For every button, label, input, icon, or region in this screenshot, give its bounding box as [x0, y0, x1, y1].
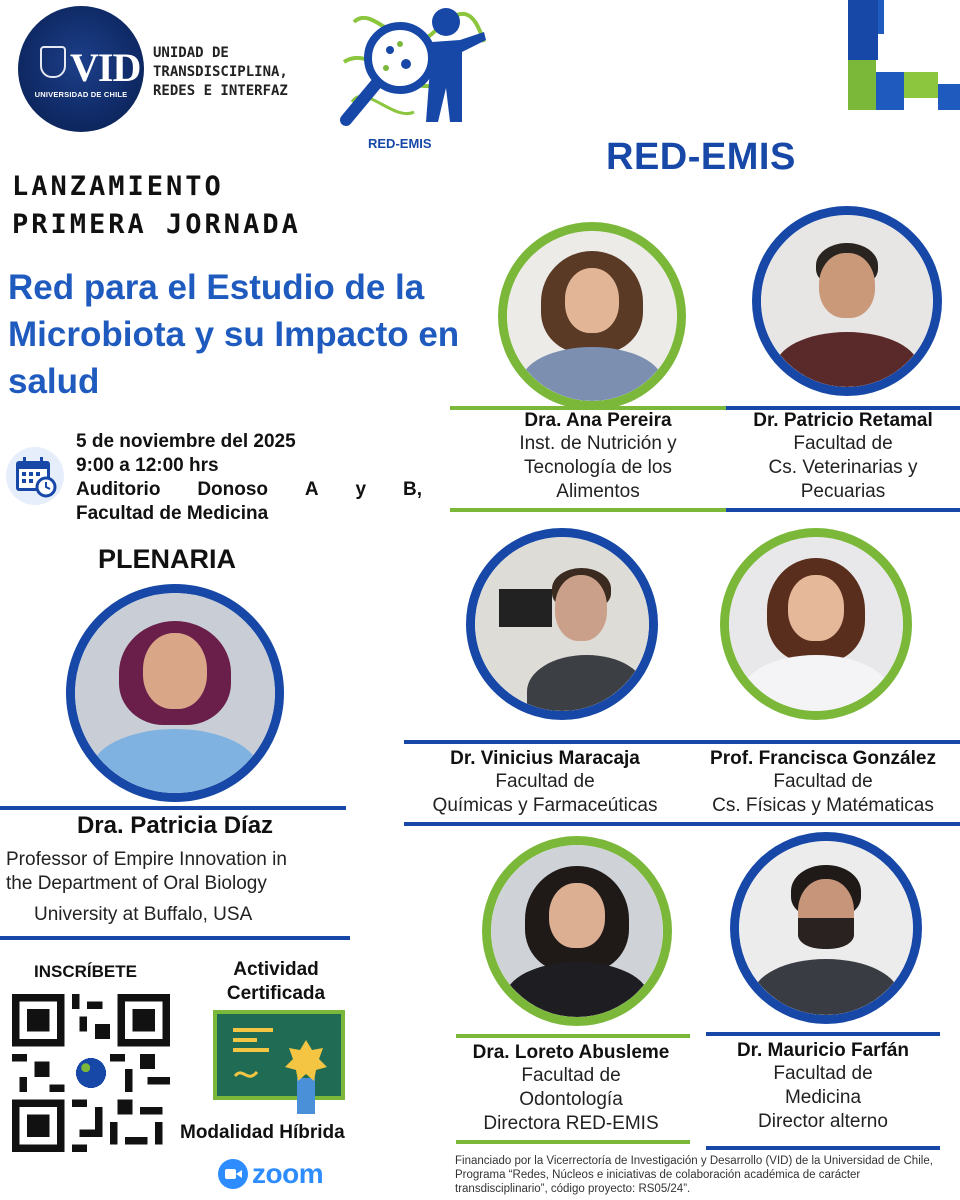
plenary-divider-top: [0, 806, 346, 810]
member-photo: [498, 222, 686, 410]
member-card: [726, 410, 960, 504]
vid-logo-subtext: UNIVERSIDAD DE CHILE: [34, 90, 128, 99]
member-affiliation: Odontología: [519, 1089, 623, 1110]
red-emis-logo: [334, 2, 490, 152]
network-heading: RED-EMIS: [606, 136, 796, 178]
member-affiliation: Pecuarias: [800, 481, 886, 502]
member-affiliation: Facultad de: [521, 1065, 621, 1086]
member-divider: [686, 822, 960, 826]
member-affiliation: Directora RED-EMIS: [483, 1113, 659, 1134]
event-time: 9:00 a 12:00 hrs: [76, 455, 219, 476]
plenary-speaker-photo: [66, 584, 284, 802]
member-divider: [456, 1034, 690, 1038]
member-divider: [726, 508, 960, 512]
plenary-speaker-university: University at Buffalo, USA: [34, 904, 253, 925]
venue-word: A: [304, 479, 319, 500]
member-affiliation: Facultad de: [495, 771, 595, 792]
member-card: [450, 410, 746, 504]
member-affiliation: Medicina: [784, 1087, 862, 1108]
member-affiliation: Cs. Físicas y Matématicas: [712, 795, 934, 816]
kicker-line2: PRIMERA JORNADA: [12, 209, 301, 240]
venue-word: Auditorio: [76, 479, 161, 500]
launch-kicker: [12, 168, 301, 244]
kicker-line1: LANZAMIENTO: [12, 171, 224, 202]
certificate-icon: [213, 1010, 345, 1118]
member-affiliation: Cs. Veterinarias y: [768, 457, 918, 478]
modality-label: Modalidad Híbrida: [180, 1122, 345, 1143]
member-affiliation: Facultad de: [773, 771, 873, 792]
cert-label-line2: Certificada: [226, 983, 326, 1004]
video-camera-icon: [218, 1159, 248, 1189]
member-card: [686, 748, 960, 818]
beard-shape: [798, 918, 854, 949]
plenary-desc-line1: Professor of Empire Innovation in: [6, 849, 287, 870]
member-name: Dra. Ana Pereira: [524, 410, 672, 431]
member-card: [692, 1040, 954, 1134]
registration-label: INSCRÍBETE: [34, 962, 137, 981]
member-affiliation: Inst. de Nutrición y: [519, 433, 677, 454]
member-divider: [404, 740, 686, 744]
venue-word: y: [355, 479, 367, 500]
cert-label-line1: Actividad: [233, 959, 319, 980]
event-details: [76, 430, 422, 526]
venue-word: Donoso: [197, 479, 269, 500]
member-divider: [404, 822, 686, 826]
university-seal-icon: [40, 46, 66, 78]
funding-note: Financiado por la Vicerrectoría de Investigación y Desarrollo (VID) de la Universidad de Chile, Programa “Redes, Núcleos e iniciativas de colaboración académica de carácter transdisciplinario”, código proyecto: RS05/24”.: [455, 1155, 933, 1195]
member-photo: [720, 528, 912, 720]
member-card: [440, 1042, 702, 1136]
unit-name: UNIDAD DE TRANSDISCIPLINA, REDES E INTERFAZ: [153, 45, 288, 99]
member-name: Prof. Francisca González: [710, 748, 936, 769]
plenary-heading: PLENARIA: [98, 544, 237, 574]
member-name: Dr. Patricio Retamal: [753, 410, 933, 431]
member-divider: [686, 740, 960, 744]
zoom-logo: [218, 1156, 323, 1192]
zoom-logo-text: zoom: [252, 1158, 324, 1189]
monitor-shape: [499, 589, 551, 627]
member-affiliation: Alimentos: [556, 481, 640, 502]
venue-word: B,: [402, 479, 422, 500]
member-affiliation: Director alterno: [758, 1111, 888, 1132]
member-divider: [706, 1032, 940, 1036]
member-card: [404, 748, 686, 818]
plenary-speaker-name: Dra. Patricia Díaz: [76, 812, 274, 839]
vid-logo-text: VID: [70, 45, 141, 90]
plenary-speaker-title: [6, 848, 356, 896]
certified-activity-label: [212, 958, 340, 1006]
microbe-magnifier-figure-icon: [334, 2, 490, 138]
member-photo: [466, 528, 658, 720]
member-affiliation: Facultad de: [793, 433, 893, 454]
qr-code-icon[interactable]: [12, 994, 170, 1152]
member-divider: [456, 1140, 690, 1144]
member-name: Dr. Mauricio Farfán: [736, 1040, 910, 1061]
corner-decoration: [845, 0, 960, 112]
vid-logo: [18, 6, 144, 132]
event-venue: [76, 478, 422, 502]
member-affiliation: Facultad de: [773, 1063, 873, 1084]
member-divider: [450, 508, 726, 512]
member-photo: [752, 206, 942, 396]
member-divider: [706, 1146, 940, 1150]
plenary-desc-line2: the Department of Oral Biology: [6, 873, 267, 894]
member-name: Dra. Loreto Abusleme: [472, 1042, 670, 1063]
member-name: Dr. Vinicius Maracaja: [450, 748, 640, 769]
member-affiliation: Tecnología de los: [524, 457, 672, 478]
event-venue-line2: Facultad de Medicina: [76, 503, 269, 524]
member-affiliation: Químicas y Farmaceúticas: [432, 795, 658, 816]
event-title: Red para el Estudio de la Microbiota y su Impacto en salud: [8, 268, 460, 401]
plenary-divider-bottom: [0, 936, 350, 940]
member-photo: [482, 836, 672, 1026]
member-photo: [730, 832, 922, 1024]
red-emis-logo-caption: RED-EMIS: [368, 136, 432, 151]
event-date: 5 de noviembre del 2025: [76, 431, 296, 452]
calendar-clock-icon: [6, 447, 64, 505]
